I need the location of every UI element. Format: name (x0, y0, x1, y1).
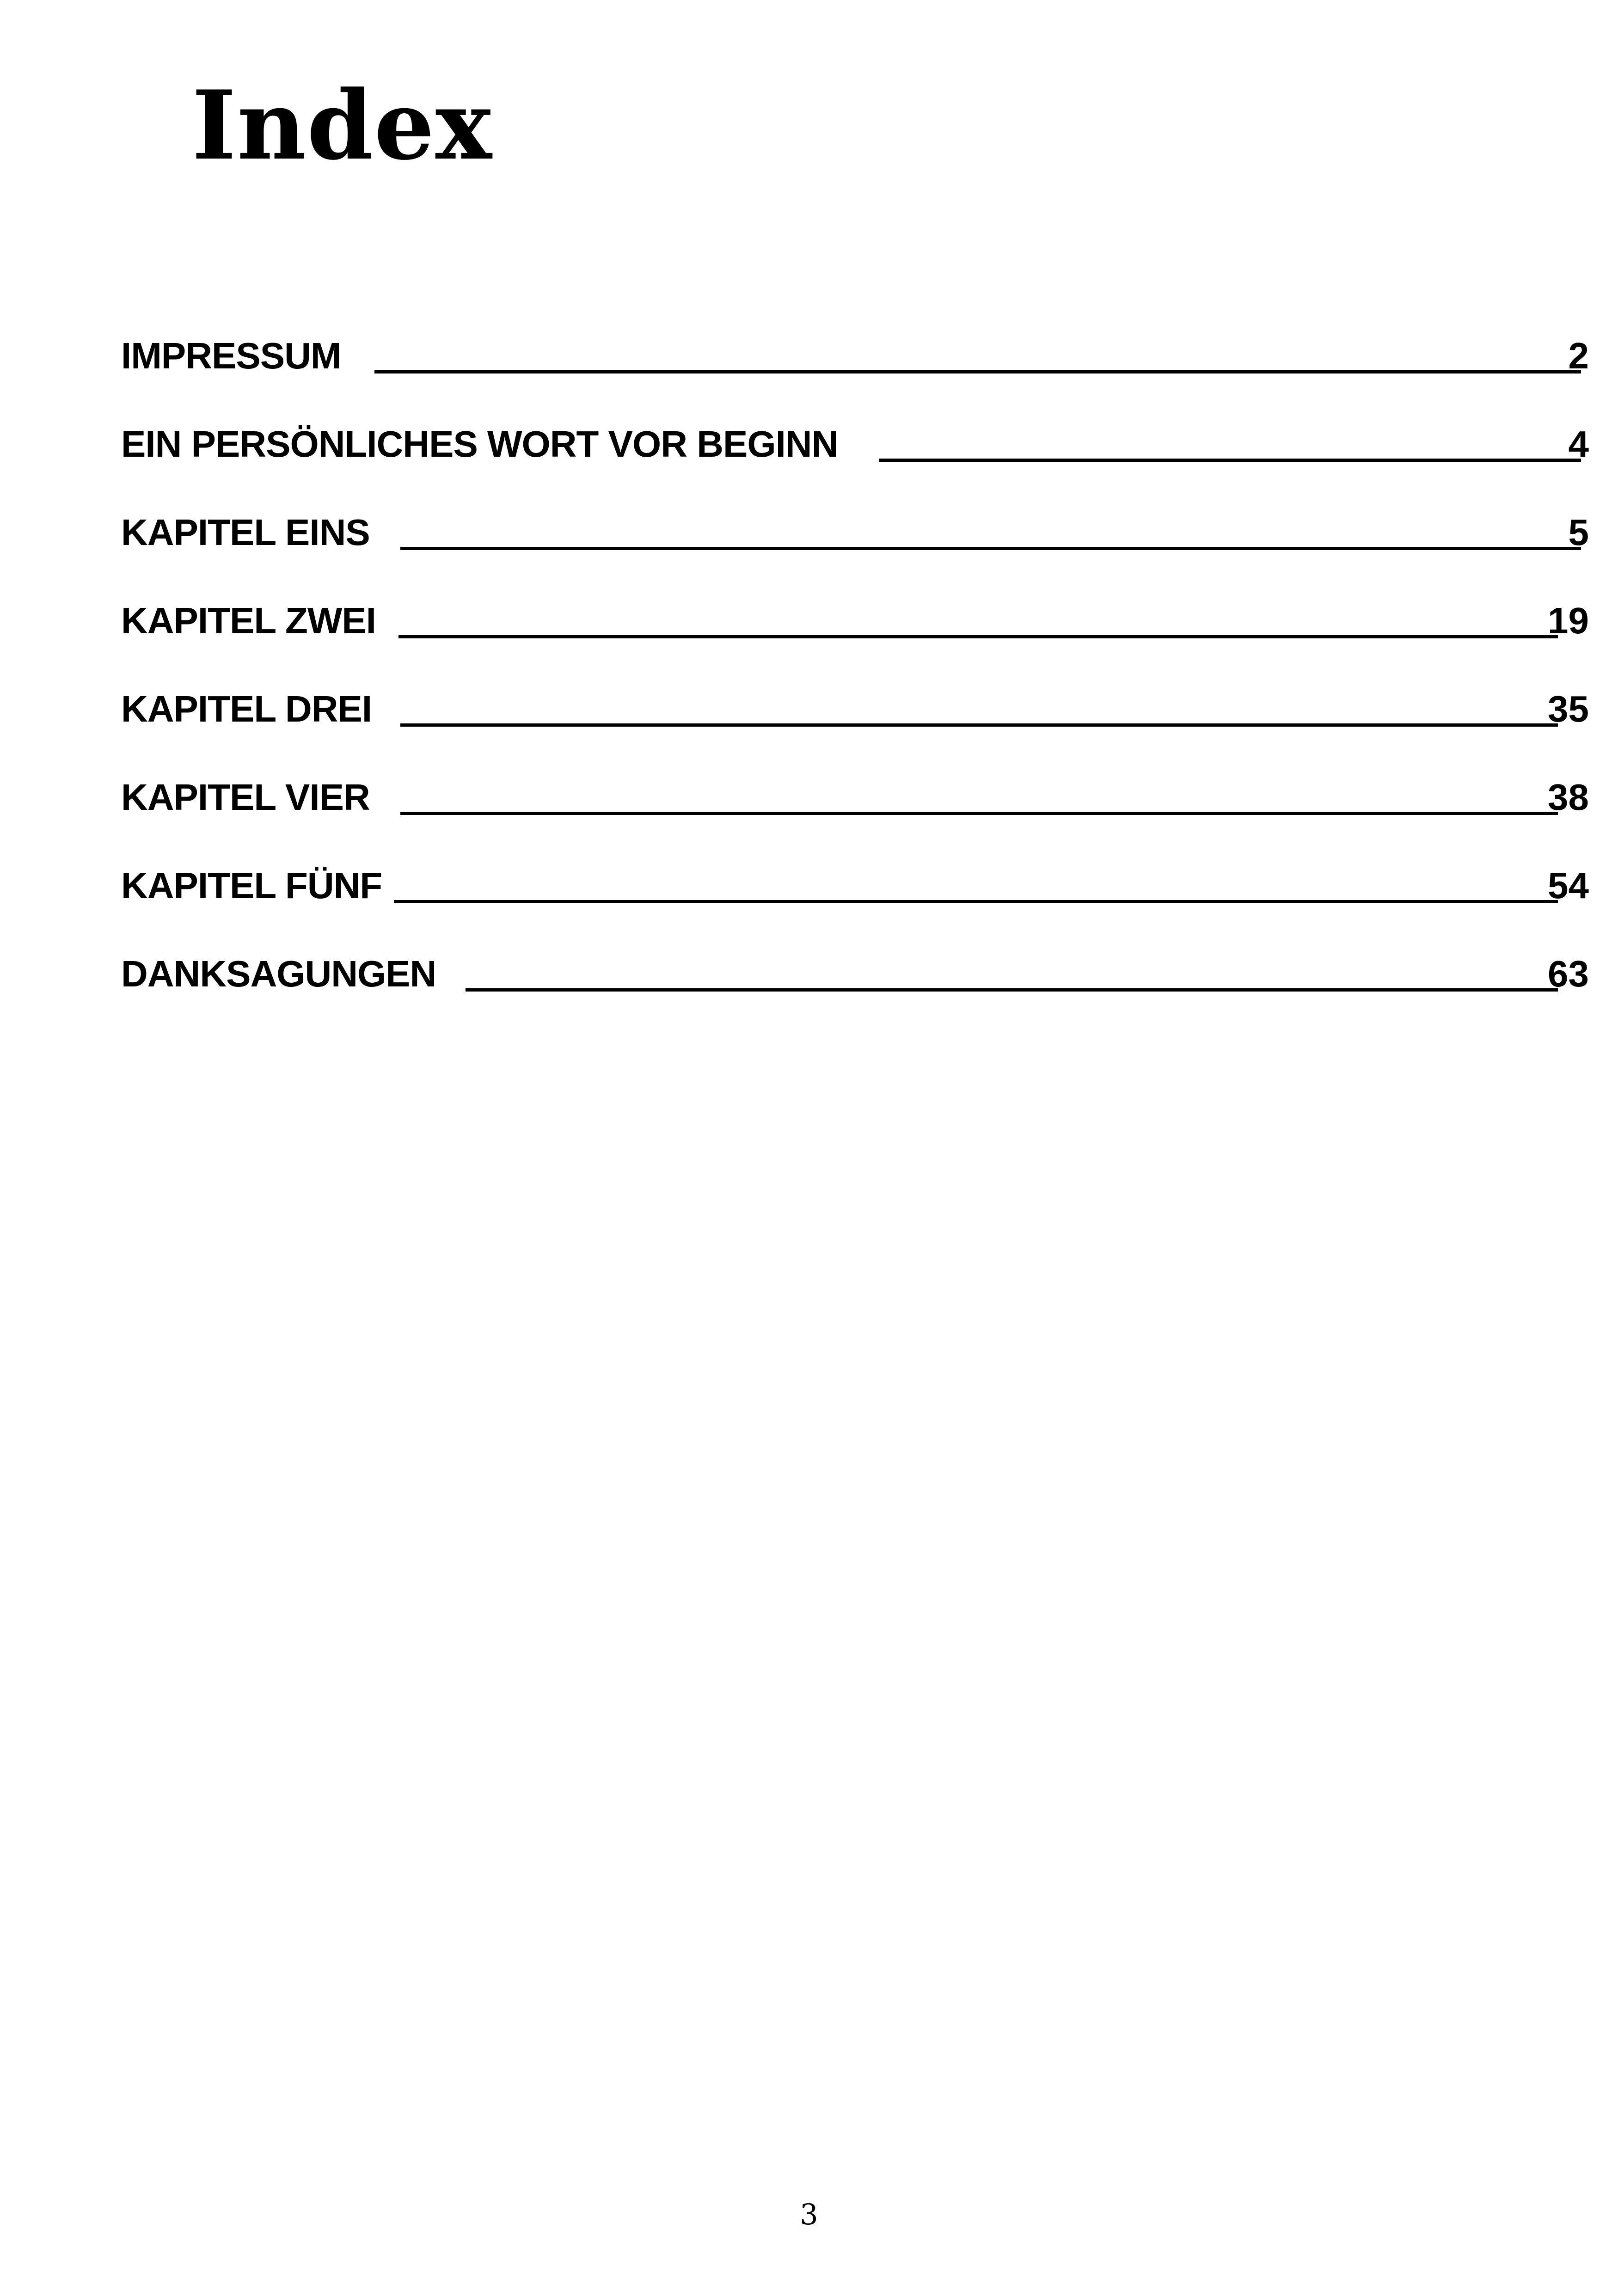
toc-entry-page: 19 (1548, 600, 1589, 641)
page-title: Index (192, 70, 493, 181)
toc-entry-label: KAPITEL FÜNF (121, 865, 382, 906)
toc-entry-label: KAPITEL EINS (121, 512, 370, 553)
toc-leader-line (879, 459, 1581, 462)
toc-entry-page: 35 (1548, 688, 1589, 729)
toc-leader-line (400, 547, 1581, 550)
toc-entry-label: KAPITEL ZWEI (121, 600, 376, 641)
toc-leader-line (394, 900, 1558, 903)
toc-entry-label: IMPRESSUM (121, 335, 341, 376)
toc-entry-page: 38 (1548, 777, 1589, 818)
toc-entry-label: KAPITEL DREI (121, 688, 372, 729)
toc-entry-label: DANKSAGUNGEN (121, 953, 436, 994)
toc-leader-line (374, 370, 1581, 373)
toc-leader-line (400, 723, 1558, 727)
toc-leader-line (400, 812, 1558, 815)
toc-entry-page: 2 (1568, 335, 1589, 376)
toc-leader-line (466, 988, 1558, 992)
toc-leader-line (398, 635, 1558, 638)
toc-entry-page: 63 (1548, 953, 1589, 994)
page-number: 3 (800, 2198, 818, 2231)
toc-entry-page: 4 (1568, 423, 1589, 465)
toc-entry-label: EIN PERSÖNLICHES WORT VOR BEGINN (121, 423, 838, 465)
toc-entry-page: 5 (1568, 512, 1589, 553)
toc-entry-label: KAPITEL VIER (121, 777, 370, 818)
toc-entry-page: 54 (1548, 865, 1589, 906)
